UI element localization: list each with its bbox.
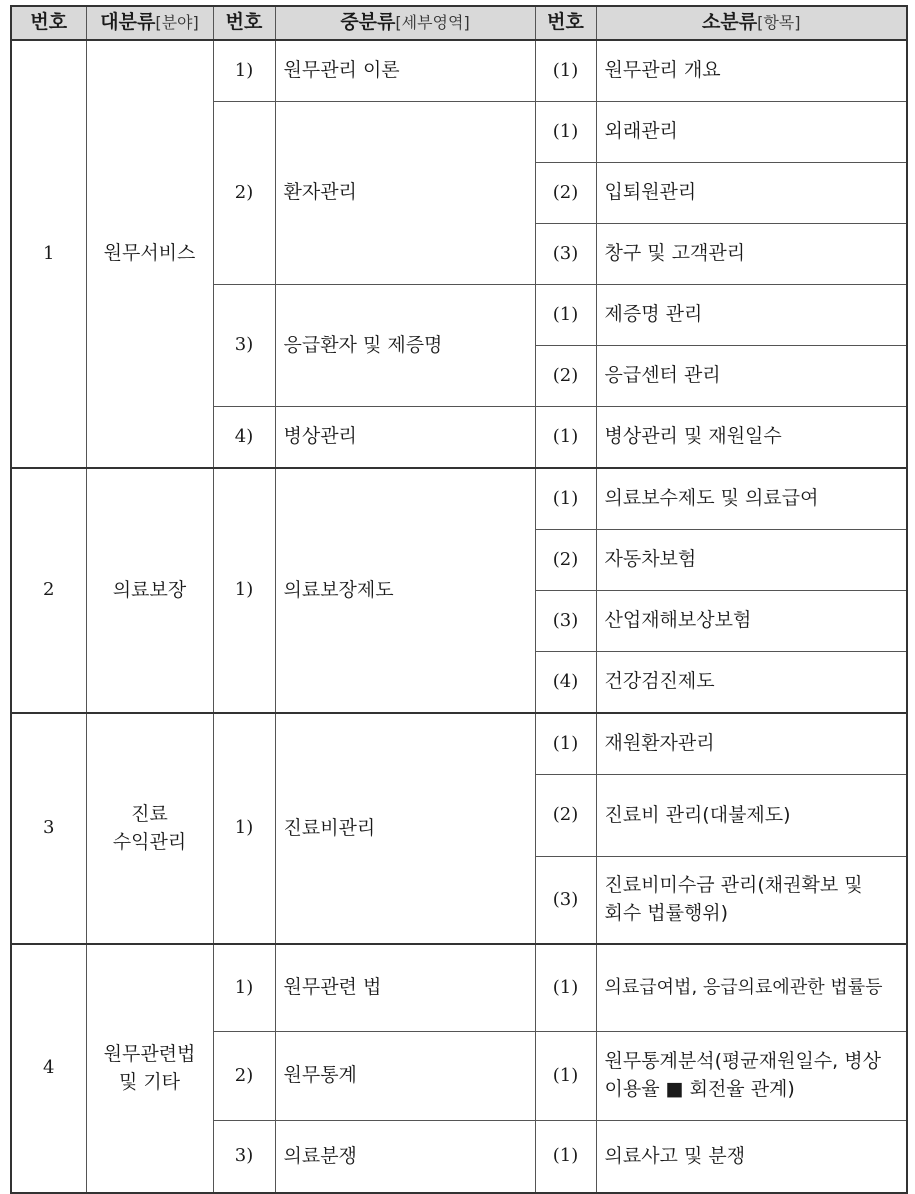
middle-no: 1) [213,468,275,713]
minor-no: (1) [535,102,596,163]
minor-no: (3) [535,857,596,945]
major-category [86,944,213,1193]
minor-no: (3) [535,224,596,285]
minor-item: 재원환자관리 [596,713,907,775]
major-category: 의료보장 [86,468,213,713]
minor-item: 자동차보험 [596,530,907,591]
minor-no: (1) [535,1121,596,1194]
minor-item: 의료사고 및 분쟁 [596,1121,907,1194]
table-row [11,713,907,775]
minor-item: 창구 및 고객관리 [596,224,907,285]
middle-category: 의료보장제도 [275,468,535,713]
minor-no: (1) [535,407,596,469]
middle-category: 환자관리 [275,102,535,285]
table-row [11,40,907,102]
major-line-1: 원무관련법 [103,1042,196,1065]
middle-no: 1) [213,944,275,1032]
header-no3: 번호 [535,6,596,40]
minor-item: 제증명 관리 [596,285,907,346]
table-row [11,944,907,1032]
middle-category: 원무통계 [275,1032,535,1121]
middle-category: 원무관리 이론 [275,40,535,102]
minor-line-2: 이용율 ■ 회전율 관계) [604,1078,795,1100]
middle-no: 2) [213,1032,275,1121]
middle-category: 원무관련 법 [275,944,535,1032]
major-category: 원무서비스 [86,40,213,468]
minor-no: (2) [535,775,596,857]
middle-no: 1) [213,40,275,102]
header-no: 번호 [11,6,86,40]
major-no: 4 [11,944,86,1193]
major-no: 2 [11,468,86,713]
minor-no: (1) [535,40,596,102]
header-no2: 번호 [213,6,275,40]
minor-item: 진료비 관리(대불제도) [596,775,907,857]
middle-no: 3) [213,1121,275,1194]
minor-no: (1) [535,285,596,346]
middle-category: 진료비관리 [275,713,535,944]
minor-item: 의료급여법, 응급의료에관한 법률등 [596,944,907,1032]
middle-category: 의료분쟁 [275,1121,535,1194]
minor-item: 의료보수제도 및 의료급여 [596,468,907,530]
major-no: 3 [11,713,86,944]
header-minor: 소분류[항목] [596,6,907,40]
middle-no: 3) [213,285,275,407]
major-line-1: 진료 [131,802,168,825]
minor-line-1: 원무통계분석(평균재원일수, 병상 [604,1050,881,1073]
minor-line-2: 회수 법률행위) [604,902,729,924]
middle-no: 1) [213,713,275,944]
major-category [86,713,213,944]
header-row [11,6,907,40]
minor-no: (1) [535,944,596,1032]
middle-category: 응급환자 및 제증명 [275,285,535,407]
minor-item: 원무관리 개요 [596,40,907,102]
middle-category: 병상관리 [275,407,535,469]
minor-item [596,1032,907,1121]
major-no: 1 [11,40,86,468]
minor-item: 건강검진제도 [596,652,907,714]
table-row [11,468,907,530]
minor-no: (3) [535,591,596,652]
minor-item [596,857,907,945]
middle-no: 2) [213,102,275,285]
minor-no: (4) [535,652,596,714]
major-line-2: 수익관리 [112,830,187,853]
minor-no: (2) [535,530,596,591]
major-line-2: 및 기타 [118,1070,181,1093]
minor-item: 응급센터 관리 [596,346,907,407]
curriculum-table [10,5,908,1194]
middle-no: 4) [213,407,275,469]
minor-line-1: 진료비미수금 관리(채권확보 및 [604,874,863,897]
minor-item: 병상관리 및 재원일수 [596,407,907,469]
minor-item: 산업재해보상보험 [596,591,907,652]
minor-item: 입퇴원관리 [596,163,907,224]
minor-no: (2) [535,346,596,407]
minor-no: (2) [535,163,596,224]
header-major: 대분류[분야] [86,6,213,40]
minor-no: (1) [535,468,596,530]
header-middle: 중분류[세부영역] [275,6,535,40]
minor-item: 외래관리 [596,102,907,163]
minor-no: (1) [535,1032,596,1121]
minor-no: (1) [535,713,596,775]
